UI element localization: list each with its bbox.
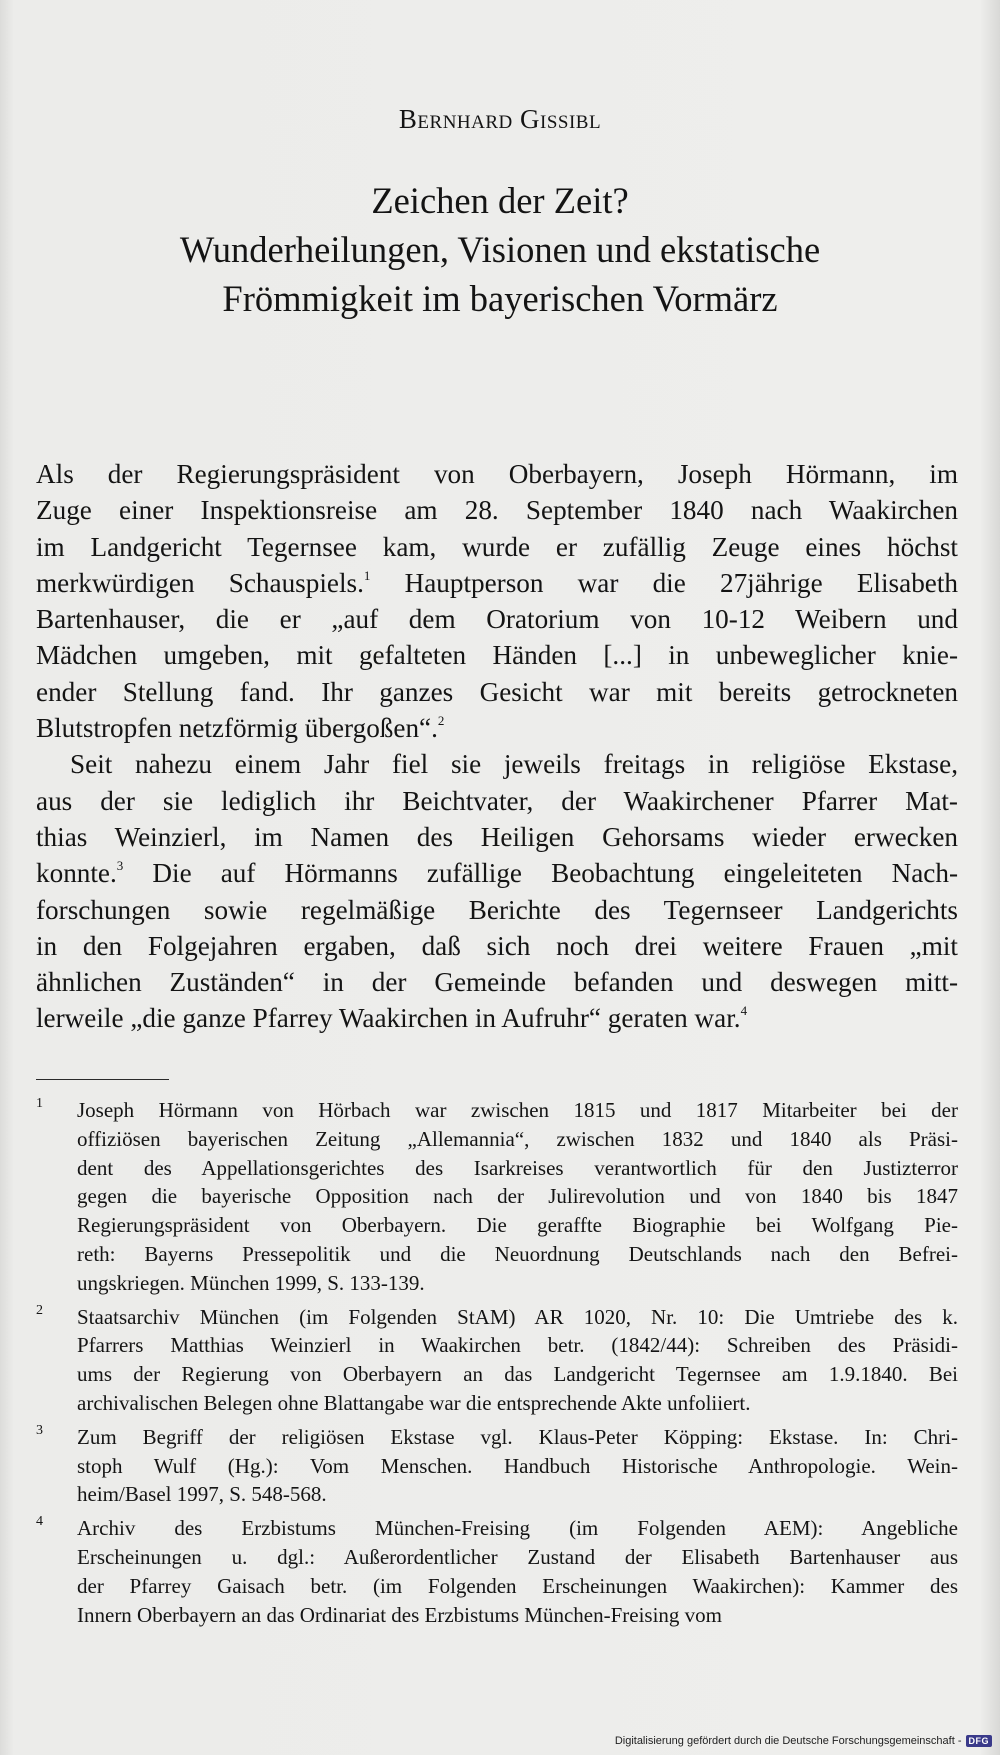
paragraph — [36, 746, 958, 1036]
text-line: merkwürdigen Schauspiels.$^1$ Hauptperson war die 27jährige Elisabeth — [36, 567, 958, 598]
text-line: in den Folgejahren ergaben, daß sich noch drei weitere Frauen „mit — [36, 930, 958, 961]
footnote-ref: 3 — [116, 858, 124, 874]
footnote-line: reth: Bayerns Pressepolitik und die Neuordnung Deutschlands nach den Befrei- — [77, 1241, 958, 1266]
footnote-line: Archiv des Erzbistums München-Freising (im Folgenden AEM): Angebliche — [77, 1516, 958, 1541]
footnote-line: stoph Wulf (Hg.): Vom Menschen. Handbuch Historische Anthropologie. Wein- — [77, 1453, 958, 1478]
title-line: Wunderheilungen, Visionen und ekstatische — [179, 229, 821, 270]
footnote-number: 2 — [36, 1302, 43, 1318]
digitization-credit — [615, 1733, 992, 1749]
credit-text: Digitalisierung gefördert durch die Deutsche Forschungsgemeinschaft - — [614, 1735, 962, 1747]
text-line: Als der Regierungspräsident von Oberbayern, Joseph Hörmann, im — [36, 459, 958, 489]
footnote — [36, 1096, 958, 1298]
text-line: forschungen sowie regelmäßige Berichte des Tegernseer Landgerichts — [36, 894, 958, 925]
footnote-line: archivalischen Belegen ohne Blattangabe war die entsprechende Akte unfoliiert. — [77, 1390, 751, 1415]
text-line: Seit nahezu einem Jahr fiel sie jeweils freitags in religiöse Ekstase, — [70, 749, 958, 780]
footnote-number: 3 — [36, 1422, 43, 1438]
text-line: Zuge einer Inspektionsreise am 28. September 1840 nach Waakirchen — [36, 495, 958, 526]
footnote-line: dent des Appellationsgerichtes des Isarkreises verantwortlich für den Justizterror — [77, 1155, 958, 1180]
text-line: Bartenhauser, die er „auf dem Oratorium von 10-12 Weibern und — [36, 604, 958, 635]
text-line: thias Weinzierl, im Namen des Heiligen Gehorsams wieder erwecken — [36, 821, 958, 852]
footnote-line: offiziösen bayerischen Zeitung „Allemannia“, zwischen 1832 und 1840 als Präsi- — [77, 1126, 958, 1151]
footnote-line: ums der Regierung von Oberbayern an das Landgericht Tegernsee am 1.9.1840. Bei — [77, 1362, 958, 1387]
footnote-ref: 1 — [363, 567, 371, 583]
footnote — [36, 1303, 958, 1418]
author-name: Bernhard Gissibl — [398, 104, 602, 134]
footnote — [36, 1423, 958, 1509]
footnote-separator — [36, 1079, 169, 1080]
text-line: lerweile „die ganze Pfarrey Waakirchen in Aufruhr“ geraten war.$^4$ — [36, 1003, 748, 1034]
footnote-line: der Pfarrey Gaisach betr. (im Folgenden Erscheinungen Waakirchen): Kammer des — [77, 1573, 958, 1598]
dfg-logo: DFG — [966, 1735, 993, 1747]
footnote-number: 1 — [36, 1096, 43, 1111]
body-text — [36, 456, 958, 1037]
text-line: Blutstropfen netzförmig übergoßen“.$^2$ — [36, 713, 445, 744]
title-line: Zeichen der Zeit? — [371, 180, 629, 221]
footnote-line: Regierungspräsident von Oberbayern. Die geraffte Biographie bei Wolfgang Pie- — [77, 1213, 958, 1238]
footnote-line: ungskriegen. München 1999, S. 133-139. — [77, 1270, 425, 1295]
footnote-line: Innern Oberbayern an das Ordinariat des Erzbistums München-Freising vom — [77, 1602, 722, 1627]
footnote-line: Staatsarchiv München (im Folgenden StAM) AR 1020, Nr. 10: Die Umtriebe des k. — [77, 1304, 958, 1329]
paragraph — [36, 456, 958, 746]
text-line: ähnlichen Zuständen“ in der Gemeinde befanden und deswegen mitt- — [36, 967, 958, 998]
footnote-line: Joseph Hörmann von Hörbach war zwischen 1815 und 1817 Mitarbeiter bei der — [77, 1098, 958, 1122]
footnote-line: Erscheinungen u. dgl.: Außerordentlicher Zustand der Elisabeth Bartenhauser aus — [77, 1544, 958, 1569]
footnotes — [36, 1096, 958, 1634]
footnote-line: gegen die bayerische Opposition nach der Julirevolution und von 1840 bis 1847 — [77, 1184, 958, 1209]
text-line: konnte.$^3$ Die auf Hörmanns zufällige Beobachtung eingeleiteten Nach- — [36, 858, 958, 889]
footnote-line: heim/Basel 1997, S. 548-568. — [77, 1482, 327, 1507]
footnote-number: 4 — [36, 1514, 43, 1530]
text-line: im Landgericht Tegernsee kam, wurde er zufällig Zeuge eines höchst — [36, 531, 958, 562]
footnote-line: Pfarrers Matthias Weinzierl in Waakirchen betr. (1842/44): Schreiben des Präsidi- — [77, 1333, 958, 1358]
article-title — [60, 176, 940, 323]
footnote-line: Zum Begriff der religiösen Ekstase vgl. Klaus-Peter Köpping: Ekstase. In: Chri- — [77, 1424, 958, 1449]
text-line: ender Stellung fand. Ihr ganzes Gesicht war mit bereits getrockneten — [36, 676, 958, 707]
footnote-ref: 2 — [437, 713, 445, 729]
footnote — [36, 1514, 958, 1629]
title-line: Frömmigkeit im bayerischen Vormärz — [222, 278, 778, 319]
text-line: aus der sie lediglich ihr Beichtvater, der Waakirchener Pfarrer Mat- — [36, 785, 958, 816]
footnote-ref: 4 — [740, 1003, 748, 1019]
text-line: Mädchen umgeben, mit gefalteten Händen [...] in unbeweglicher knie- — [36, 640, 958, 671]
